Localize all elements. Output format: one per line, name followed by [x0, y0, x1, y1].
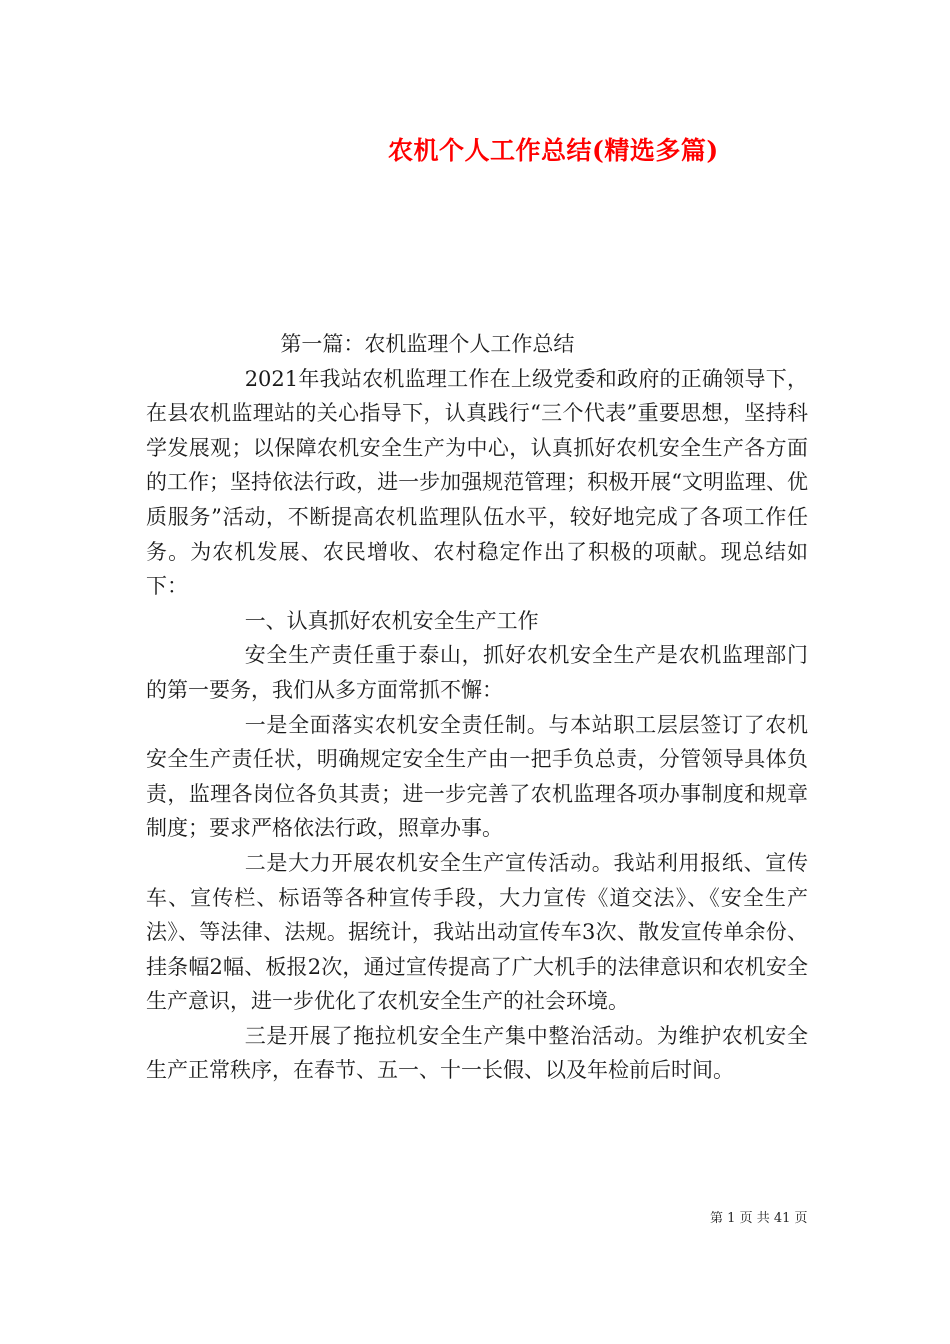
current-page-number: 1	[727, 1211, 736, 1226]
page-label-middle: 页 共	[739, 1211, 770, 1226]
paragraph-publicity: 二是大力开展农机安全生产宣传活动。我站利用报纸、宣传车、宣传栏、标语等各种宣传手段，大力宣传《道交法》、《安全生产法》、等法律、法规。据统计，我站出动宣传车3次、散发宣传单余份、挂条幅2幅、板报2次，通过宣传提高了广大机手的法律意识和农机安全生产意识，进一步优化了农机安全生产的社会环境。	[146, 850, 808, 1014]
document-body	[146, 327, 808, 1088]
page-number-footer	[710, 1207, 808, 1226]
section-heading: 第一篇：农机监理个人工作总结	[280, 332, 575, 356]
page-label-suffix: 页	[794, 1211, 808, 1226]
paragraph-rectification: 三是开展了拖拉机安全生产集中整治活动。为维护农机安全生产正常秩序，在春节、五一、十一长假、以及年检前后时间。	[146, 1023, 808, 1083]
paragraph-responsibility: 一是全面落实农机安全责任制。与本站职工层层签订了农机安全生产责任状，明确规定安全生产由一把手负总责，分管领导具体负责，监理各岗位各负其责；进一步完善了农机监理各项办事制度和规章制度；要求严格依法行政，照章办事。	[146, 712, 808, 841]
paragraph-heading-safety: 一、认真抓好农机安全生产工作	[244, 608, 539, 633]
paragraph-intro: 2021年我站农机监理工作在上级党委和政府的正确领导下，在县农机监理站的关心指导下，认真践行“三个代表”重要思想，坚持科学发展观；以保障农机安全生产为中心，认真抓好农机安全生产各方面的工作；坚持依法行政，进一步加强规范管理；积极开展“文明监理、优质服务”活动，不断提高农机监理队伍水平，较好地完成了各项工作任务。为农机发展、农民增收、农村稳定作出了积极的项献。现总结如下：	[146, 366, 808, 599]
paragraph-safety-overview: 安全生产责任重于泰山，抓好农机安全生产是农机监理部门的第一要务，我们从多方面常抓不懈：	[146, 643, 808, 702]
total-page-count: 41	[773, 1211, 791, 1226]
page-label-prefix: 第	[710, 1211, 724, 1226]
document-title: 农机个人工作总结(精选多篇)	[388, 136, 719, 165]
